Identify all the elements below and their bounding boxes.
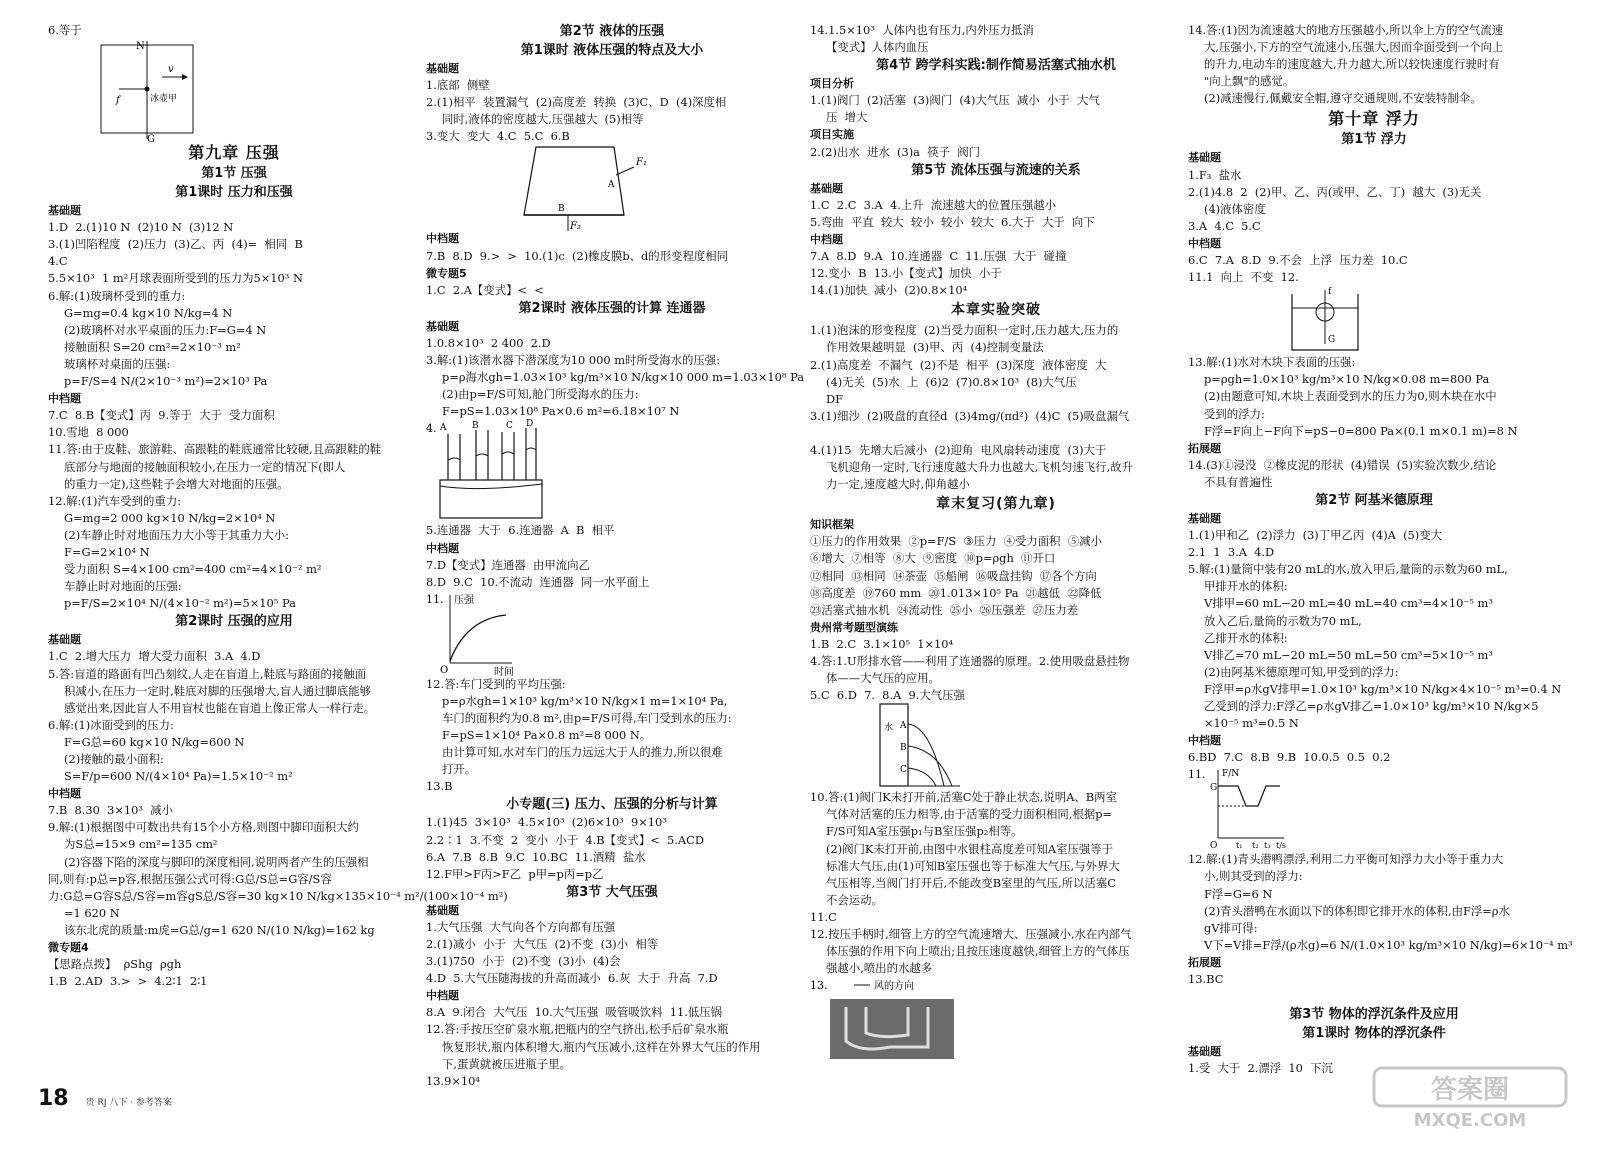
column-3	[810, 22, 1182, 1112]
line: ×10⁻⁵ m³=0.5 N	[1204, 716, 1299, 731]
line: 12.F甲>F丙>F乙 p甲=p丙=p乙	[426, 866, 604, 881]
line: DF	[826, 391, 844, 406]
line: 1.C 2.A【变式】< <	[426, 282, 544, 297]
watermark-url: MXQE.COM	[1413, 1110, 1527, 1131]
line: =1 620 N	[64, 905, 120, 920]
line: (2)车静止时对地面压力大小等于其重力大小:	[64, 527, 290, 542]
line: (4)无关 (5)水 上 (6)2 (7)0.8×10³ (8)大气压	[826, 374, 1077, 389]
line: 1.大气压强 大气向各个方向都有压强	[426, 919, 615, 934]
line: 放入乙后,量筒的示数为70 mL,	[1204, 613, 1362, 628]
section-title: 章末复习(第九章)	[936, 496, 1056, 513]
line: 9.解:(1)根据图中可数出共有15个小方格,则图中脚印面积大约	[48, 820, 359, 835]
line: 力:G总=G容S总/S容=m容gS总/S容=30 kg×10 N/kg×135×10⁻⁴ m²/(100×10⁻⁴ m²)	[48, 888, 508, 903]
line: 小,则其受到的浮力:	[1204, 869, 1303, 884]
line: (2)由阿基米德原理可知,甲受到的浮力:	[1204, 664, 1399, 679]
lesson-title: 第2课时 压强的应用	[175, 614, 293, 630]
line: 10.答:(1)阀门K未打开前,活塞C处于静止状态,说明A、B两室	[810, 790, 1117, 805]
line: ⑥增大 ⑦相等 ⑧大 ⑨密度 ⑩p=ρgh ⑪开口	[810, 551, 1056, 566]
section-title: 第1节 压强	[201, 166, 267, 182]
level-label: 基础题	[1188, 151, 1221, 165]
watermark-logo	[1370, 1066, 1570, 1132]
point-a-label: A	[608, 180, 615, 191]
line: p=ρ水gh=1×10³ kg/m³×10 N/kg×1 m=1×10⁴ Pa,	[442, 693, 728, 708]
line: 大,压强小,下方的空气流速小,压强大,因而伞面受到一个向上	[1204, 40, 1504, 55]
line: 3.(1)细沙 (2)吸盘的直径d (3)4mg/(πd²) (4)C (5)吸盘漏气	[810, 408, 1130, 423]
line: 6.等于	[48, 23, 82, 37]
line: 1.F₃ 盐水	[1188, 167, 1242, 182]
line: 13.9×10⁴	[426, 1073, 480, 1088]
line: S=F/p=600 N/(4×10⁴ Pa)=1.5×10⁻² m²	[64, 769, 293, 784]
f2-label: F₂	[570, 221, 581, 233]
line: 接触面积 S=20 cm²=2×10⁻³ m²	[64, 339, 241, 354]
line: 5.C 6.D 7. 8.A 9.大气压强	[810, 688, 965, 703]
line: 7.C 8.B【变式】丙 9.等于 大于 受力面积	[48, 408, 275, 423]
line: 6.解:(1)冰面受到的压力:	[48, 717, 174, 732]
lesson-title: 第1课时 物体的浮沉条件	[1302, 1026, 1446, 1042]
line: 同时,液体的密度越大,压强越大 (5)相等	[442, 112, 644, 127]
column-4	[1188, 22, 1573, 1112]
line: (4)液体密度	[1204, 201, 1266, 216]
origin-label: O	[440, 664, 449, 676]
line: 6.解:(1)玻璃杯受到的重力:	[48, 288, 186, 303]
lesson-title: 第1课时 液体压强的特点及大小	[520, 43, 704, 58]
line: 受力面积 S=4×100 cm²=400 cm²=4×10⁻² m²	[64, 562, 322, 577]
line: 4.D 5.大气压随海拔的升高而减小 6.灰 大于 升高 7.D	[426, 971, 718, 986]
section-title: 第1节 浮力	[1341, 132, 1407, 148]
hole-b-label: B	[900, 743, 907, 754]
line: F=G=2×10⁴ N	[64, 544, 150, 559]
axis-label-time: 时间	[494, 666, 514, 678]
level-label: 微专题5	[426, 266, 467, 280]
line: 1.(1)阀门 (2)活塞 (3)阀门 (4)大气压 减小 小于 大气	[810, 93, 1100, 108]
line: 体压强的作用下向上喷出;且按压速度越快,细管上方的气体压	[826, 944, 1130, 959]
level-label: 基础题	[1188, 1045, 1221, 1059]
line: 甲排开水的体积:	[1204, 579, 1288, 594]
level-label: 基础题	[426, 903, 459, 917]
line: 1.C 2.增大压力 增大受力面积 3.A 4.D	[48, 649, 261, 664]
item-label: 11.	[426, 592, 444, 606]
line: p=ρgh=1.0×10³ kg/m³×10 N/kg×0.08 m=800 Pa	[1204, 372, 1490, 387]
line: 1.受 大于 2.漂浮 10 下沉	[1188, 1061, 1333, 1076]
level-label: 中档题	[426, 989, 459, 1003]
line: 气体对活塞的压力相等,由于活塞的受力面积相同,根据p=	[826, 807, 1113, 822]
line: 标准大气压,由(1)可知B室压强也等于标准大气压,与外界大	[826, 858, 1120, 873]
line: 11.答:由于皮鞋、旅游鞋、高跟鞋的鞋底通常比较硬,且高跟鞋的鞋	[48, 442, 382, 457]
line: 玻璃杯对桌面的压强:	[64, 356, 171, 371]
section-title: 本章实验突破	[951, 302, 1041, 319]
line: 12.答:手按压空矿泉水瓶,把瓶内的空气挤出,松手后矿泉水瓶	[426, 1022, 729, 1037]
gravity-label: G	[147, 134, 155, 146]
item-label: 11.	[1188, 768, 1206, 782]
level-label: 中档题	[1188, 236, 1221, 250]
line: 2.(1)相平 装置漏气 (2)高度差 转换 (3)C、D (4)深度相	[426, 95, 727, 110]
t1-label: t₁	[1236, 841, 1243, 851]
line: 11.1 向上 不变 12.	[1188, 270, 1299, 285]
t2-label: t₂	[1252, 841, 1259, 851]
line: 2.(1)减小 小于 大气压 (2)不变 (3)小 相等	[426, 937, 659, 951]
water-label: 水	[884, 723, 894, 734]
line: 10.雪地 8 000	[48, 425, 129, 440]
line: 3.解:(1)该潜水器下潜深度为10 000 m时所受海水的压强:	[426, 353, 720, 368]
f1-label: F₁	[636, 157, 647, 169]
line: 1.B 2.C 3.1×10⁵ 1×10⁴	[810, 636, 954, 651]
page-footer	[38, 1086, 172, 1111]
line: 7.D【变式】连通器 由甲流向乙	[426, 557, 590, 572]
watermark-title: 答案圈	[1430, 1075, 1510, 1105]
hole-c-label: C	[900, 765, 907, 776]
figure-force-time-graph	[1188, 766, 1560, 851]
level-label: 基础题	[426, 319, 459, 333]
line: p=ρ海水gh=1.03×10³ kg/m³×10 N/kg×10 000 m=1.03×10⁸ Pa	[442, 370, 805, 385]
line: 感觉出来,因此盲人不用盲杖也能在盲道上像正常人一样行走。	[64, 700, 376, 715]
level-label: 基础题	[1188, 511, 1221, 525]
level-label: 中档题	[426, 232, 459, 246]
line: 12.答:车门受到的平均压强:	[426, 676, 566, 691]
line: 5.答:盲道的路面有凹凸刻纹,人走在盲道上,鞋底与路面的接触面	[48, 666, 367, 681]
line: 12.按压手柄时,细管上方的空气流速增大、压强减小,水在内部气	[810, 927, 1132, 942]
chapter-title: 第九章 压强	[188, 143, 280, 163]
column-2	[426, 22, 805, 1112]
line: 恢复形状,瓶内体积增大,瓶内气压减小,这样在外界大气压的作用	[442, 1039, 761, 1054]
line: 1.(1)泡沫的形变程度 (2)当受力面积一定时,压力越大,压力的	[810, 323, 1119, 338]
line: 5.解:(1)量筒中装有20 mL的水,放入甲后,量筒的示数为60 mL,	[1188, 562, 1508, 577]
line: 14.1.5×10³ 人体内也有压力,内外压力抵消	[810, 23, 1034, 37]
figure-connected-vessels	[426, 420, 798, 522]
line: 5.弯曲 平直 较大 较小 较小 较大 6.大于 大于 向下	[810, 214, 1095, 229]
axis-label-pressure: 压强	[454, 594, 474, 606]
line: 7.B 8.D 9.> > 10.(1)c (2)橡皮膜b、d的形变程度相同	[426, 248, 729, 263]
line: 体——大气压的应用。	[826, 671, 940, 686]
line: 2.1 1 3.A 4.D	[1188, 545, 1275, 560]
line: 打开。	[442, 762, 477, 777]
line: F=pS=1.03×10⁸ Pa×0.6 m²=6.18×10⁷ N	[442, 404, 680, 419]
vessel-c-label: C	[506, 421, 513, 432]
level-label: 中档题	[48, 787, 81, 801]
force-label-n: N	[136, 41, 145, 53]
line: G=mg=0.4 kg×10 N/kg=4 N	[64, 305, 233, 320]
level-label: 中档题	[810, 232, 843, 246]
item-label: 13.	[810, 979, 828, 993]
line: (2)减速慢行,佩戴安全帽,遵守交通规则,不安装特制伞。	[1204, 91, 1482, 106]
line: gV排可得:	[1204, 920, 1258, 935]
buoyancy-label: f	[1328, 287, 1332, 298]
line: F/S可知A室压强p₁与B室压强p₂相等。	[826, 824, 1023, 839]
line: 1.(1)45 3×10³ 4.5×10³ (2)6×10³ 9×10³	[426, 815, 667, 830]
line: F浮甲=ρ水gV排甲=1.0×10³ kg/m³×10 N/kg×4×10⁻⁵ m³=0.4 N	[1204, 681, 1562, 696]
lesson-title: 第2课时 液体压强的计算 连通器	[518, 300, 706, 316]
section-title: 第4节 跨学科实践:制作简易活塞式抽水机	[876, 58, 1116, 74]
line: 8.A 9.闭合 大气压 10.大气压强 吸管吸饮料 11.低压锅	[426, 1005, 723, 1020]
level-label: 中档题	[426, 541, 459, 555]
line: 12.变小 B 13.小【变式】加快 小于	[810, 266, 1002, 281]
line: 4.C	[48, 254, 68, 269]
curling-label: 冰壶甲	[150, 94, 178, 105]
line: 1.0.8×10³ 2 400 2.D	[426, 335, 551, 350]
hole-a-label: A	[900, 721, 907, 732]
line: 6.C 7.A 8.D 9.不会 上浮 压力差 10.C	[1188, 253, 1408, 268]
line: 12.解:(1)青头潜鸭漂浮,利用二力平衡可知浮力大小等于重力大	[1188, 852, 1504, 867]
figure-curling-forces	[48, 39, 420, 146]
line: F=G总=60 kg×10 N/kg=600 N	[64, 734, 245, 749]
line: 乙排开水的体积:	[1204, 630, 1288, 645]
level-label: 项目实施	[810, 128, 854, 142]
line	[1188, 988, 1560, 1005]
line: 不会运动。	[826, 892, 883, 907]
line: 1.B 2.AD 3.> > 4.2∶1 2∶1	[48, 974, 208, 989]
line: 11.C	[810, 909, 837, 924]
section-title: 小专题(三) 压力、压强的分析与计算	[506, 797, 718, 813]
line: p=F/S=2×10⁴ N/(4×10⁻² m²)=5×10⁵ Pa	[64, 596, 296, 611]
line: 12.解:(1)汽车受到的重力:	[48, 493, 182, 508]
line: (2)玻璃杯对水平桌面的压力:F=G=4 N	[64, 322, 267, 337]
velocity-label: v	[168, 64, 174, 76]
line: (2)由题意可知,木块上表面受到水的压力为0,则木块在水中	[1204, 389, 1497, 404]
line: (2)容器下陷的深度与脚印的深度相同,说明两者产生的压强相	[64, 854, 369, 869]
section-title: 第5节 流体压强与流速的关系	[911, 162, 1081, 178]
level-label: 知识框架	[810, 518, 854, 532]
line: (2)青头潜鸭在水面以下的体积即它排开水的体积,由F浮=ρ水	[1204, 903, 1510, 918]
figure-floating-block	[1188, 286, 1560, 354]
vessel-a-label: A	[440, 423, 447, 434]
line: 的重力一定),这些鞋子会增大对地面的压强。	[64, 476, 289, 491]
point-b-label: B	[558, 204, 565, 215]
level-label: 基础题	[48, 204, 81, 218]
line: 13.解:(1)水对木块下表面的压强:	[1188, 355, 1356, 370]
page-number: 18	[38, 1086, 69, 1111]
level-label: 拓展题	[1188, 441, 1221, 455]
origin-label: O	[1210, 841, 1218, 852]
line: 3.A 4.C 5.C	[1188, 218, 1261, 233]
level-label: 基础题	[48, 633, 81, 647]
line: 飞机迎角一定时,飞行速度越大升力也越大,飞机匀速飞行,故升	[826, 460, 1134, 475]
line: 3.(1)凹陷程度 (2)压力 (3)乙、丙 (4)= 相同 B	[48, 237, 303, 252]
level-label: 基础题	[810, 181, 843, 195]
line: 14.(1)加快 减小 (2)0.8×10⁴	[810, 283, 968, 298]
axis-label-time: t/s	[1276, 841, 1287, 851]
line: (2)由p=F/S可知,舱门所受海水的压力:	[442, 387, 639, 402]
line: 底部分与地面的接触面积较小,在压力一定的情况下(即人	[64, 459, 346, 474]
line: 【变式】人体内血压	[826, 40, 929, 55]
line: 强越小,喷出的水越多	[826, 961, 933, 976]
friction-label: f	[116, 95, 120, 107]
level-label: 微专题4	[48, 941, 89, 955]
line: G=mg=2 000 kg×10 N/kg=2×10⁴ N	[64, 510, 276, 525]
line: 5.连通器 大于 6.连通器 A B 相平	[426, 523, 615, 538]
line: 2.2∶1 3.不变 2 变小 小于 4.B【变式】< 5.ACD	[426, 832, 704, 847]
line: F=pS=1×10⁴ Pa×0.8 m²=8 000 N。	[442, 728, 652, 743]
line: F浮=F向上−F向下=pS−0=800 Pa×(0.1 m×0.1 m)=8 N	[1204, 423, 1518, 438]
line: "向上飘"的感觉。	[1204, 74, 1295, 89]
item-label: 4.	[426, 422, 437, 436]
line: 8.D 9.C 10.不流动 连通器 同一水平面上	[426, 574, 650, 589]
line: ①压力的作用效果 ②p=F/S ③压力 ④受力面积 ⑤减小	[810, 534, 1102, 549]
line: 该东北虎的质量:m虎=G总/g=1 620 N/(10 N/kg)=162 kg	[64, 922, 375, 937]
section-title: 第3节 物体的浮沉条件及应用	[1289, 1007, 1459, 1023]
line: 为S总=15×9 cm²=135 cm²	[64, 837, 218, 852]
level-label: 项目分析	[810, 77, 854, 91]
line: 受到的浮力:	[1204, 406, 1265, 421]
line: 7.B 8.30 3×10³ 减小	[48, 803, 173, 818]
line: ㉓活塞式抽水机 ㉔流动性 ㉕小 ㉖压强差 ㉗压力差	[810, 602, 1079, 617]
footer-text: 贵 RJ 八下 · 参考答案	[85, 1098, 172, 1108]
line: 下,蛋黄就被压进瓶子里。	[442, 1056, 571, 1071]
figure-container-pressure	[426, 145, 798, 233]
axis-label-force: F/N	[1222, 769, 1240, 780]
gravity-mark: G	[1210, 783, 1218, 794]
section-title: 第3节 大气压强	[566, 884, 658, 900]
line: p=F/S=4 N/(2×10⁻³ m²)=2×10³ Pa	[64, 374, 268, 389]
line: V下=V排=F浮/(ρ水g)=6 N/(1.0×10³ kg/m³×10 N/kg)=6×10⁻⁴ m³	[1204, 937, 1573, 952]
level-label: 基础题	[426, 62, 459, 75]
line: 2.(2)出水 进水 (3)a 筷子 阀门	[810, 144, 981, 159]
line	[810, 425, 1182, 442]
level-label: 贵州常考题型演练	[810, 620, 898, 634]
line: 车静止时对地面的压强:	[64, 579, 182, 594]
figure-pressure-time-graph	[426, 591, 798, 676]
line: 乙受到的浮力:F浮乙=ρ水gV排乙=1.0×10³ kg/m³×10 N/kg×5	[1204, 699, 1539, 713]
line: 不具有普遍性	[1204, 474, 1273, 489]
line: 的升力,电动车的速度越大,升力越大,所以较快速度行驶时有	[1204, 57, 1500, 72]
level-label: 中档题	[48, 392, 81, 406]
line: 1.底部 侧壁	[426, 78, 490, 93]
chapter-title: 第十章 浮力	[1328, 109, 1420, 129]
figure-water-jets	[810, 704, 1182, 789]
line: 1.D 2.(1)10 N (2)10 N (3)12 N	[48, 220, 234, 235]
line: F浮=G=6 N	[1204, 886, 1273, 901]
line: 同,则有:p总=p容,根据压强公式可得:G总/S总=G容/S容	[48, 871, 332, 886]
line: 14.答:(1)因为流速越大的地方压强越小,所以伞上方的空气流速	[1188, 23, 1504, 37]
line: 作用效果越明显 (3)甲、丙 (4)控制变量法	[826, 340, 1044, 355]
line: 6.BD 7.C 8.B 9.B 10.0.5 0.5 0.2	[1188, 750, 1391, 765]
line: 2.(1)高度差 不漏气 (2)不是 相平 (3)深度 液体密度 大	[810, 357, 1107, 372]
line: 3.变大 变大 4.C 5.C 6.B	[426, 129, 570, 144]
gravity-label: G	[1328, 335, 1336, 346]
line: 压 增大	[826, 110, 868, 125]
vessel-d-label: D	[526, 419, 534, 430]
line: 1.C 2.C 3.A 4.上升 流速越大的位置压强越小	[810, 197, 1057, 212]
line: ⑫相同 ⑬相同 ⑭茶壶 ⑮船闸 ⑯吸盘挂钩 ⑰各个方向	[810, 568, 1097, 583]
section-title: 第2节 阿基米德原理	[1315, 492, 1433, 508]
section-title: 第2节 液体的压强	[559, 24, 665, 39]
line: 1.(1)甲和乙 (2)浮力 (3)丁甲乙丙 (4)A (5)变大	[1188, 528, 1443, 543]
line: 积减小,在压力一定时,鞋底对脚的压强增大,盲人通过脚底能够	[64, 683, 372, 698]
line: V排乙=70 mL−20 mL=50 mL=50 cm³=5×10⁻⁵ m³	[1204, 647, 1493, 662]
line: 气压相等,当阀门打开后,不能改变B室里的气压,所以活塞C	[826, 875, 1116, 890]
level-label: 中档题	[1188, 734, 1221, 748]
line: 6.A 7.B 8.B 9.C 10.BC 11.酒精 盐水	[426, 849, 646, 864]
figure-wind-direction	[810, 977, 1182, 1062]
line: 3.(1)750 小于 (2)不变 (3)小 (4)会	[426, 954, 621, 969]
wind-direction-label: 风的方向	[874, 981, 914, 993]
line: 5.5×10³ 1 m²月球表面所受到的压力为5×10³ N	[48, 271, 303, 286]
level-label: 拓展题	[1188, 955, 1221, 969]
line: 2.(1)4.8 2 (2)甲、乙、丙(或甲、乙、丁) 越大 (3)无关	[1188, 184, 1482, 199]
line: 由计算可知,水对车门的压力远远大于人的推力,所以很难	[442, 745, 723, 760]
line: 7.A 8.D 9.A 10.连通器 C 11.压强 大于 碰撞	[810, 249, 1067, 264]
line: 14.(3)①浸没 ②橡皮泥的形状 (4)错误 (5)实验次数少,结论	[1188, 457, 1497, 472]
vessel-b-label: B	[472, 421, 479, 432]
t3-label: t₃	[1264, 841, 1271, 851]
line: 【思路点拨】 ρShg ρgh	[48, 957, 182, 972]
line: 力一定,速度越大时,仰角越小	[826, 477, 970, 492]
line: 4.答:1.U形排水管——利用了连通器的原理。2.使用吸盘悬挂物	[810, 654, 1130, 668]
lesson-title: 第1课时 压力和压强	[175, 185, 293, 201]
line: 13.BC	[1188, 972, 1224, 987]
line: (2)接触的最小面积:	[64, 752, 164, 766]
line: (2)阀门K未打开前,由图中水银柱高度差可知A室压强等于	[826, 841, 1114, 856]
line: 4.(1)15 先增大后减小 (2)迎角 电风扇转动速度 (3)大于	[810, 442, 1107, 457]
line: ⑱高度差 ⑲760 mm ⑳1.013×10⁵ Pa ㉑越低 ㉒降低	[810, 585, 1102, 600]
line: V排甲=60 mL−20 mL=40 mL=40 cm³=4×10⁻⁵ m³	[1204, 596, 1493, 611]
line: 13.B	[426, 779, 453, 794]
line: 车门的面积约为0.8 m²,由p=F/S可得,车门受到水的压力:	[442, 710, 732, 725]
